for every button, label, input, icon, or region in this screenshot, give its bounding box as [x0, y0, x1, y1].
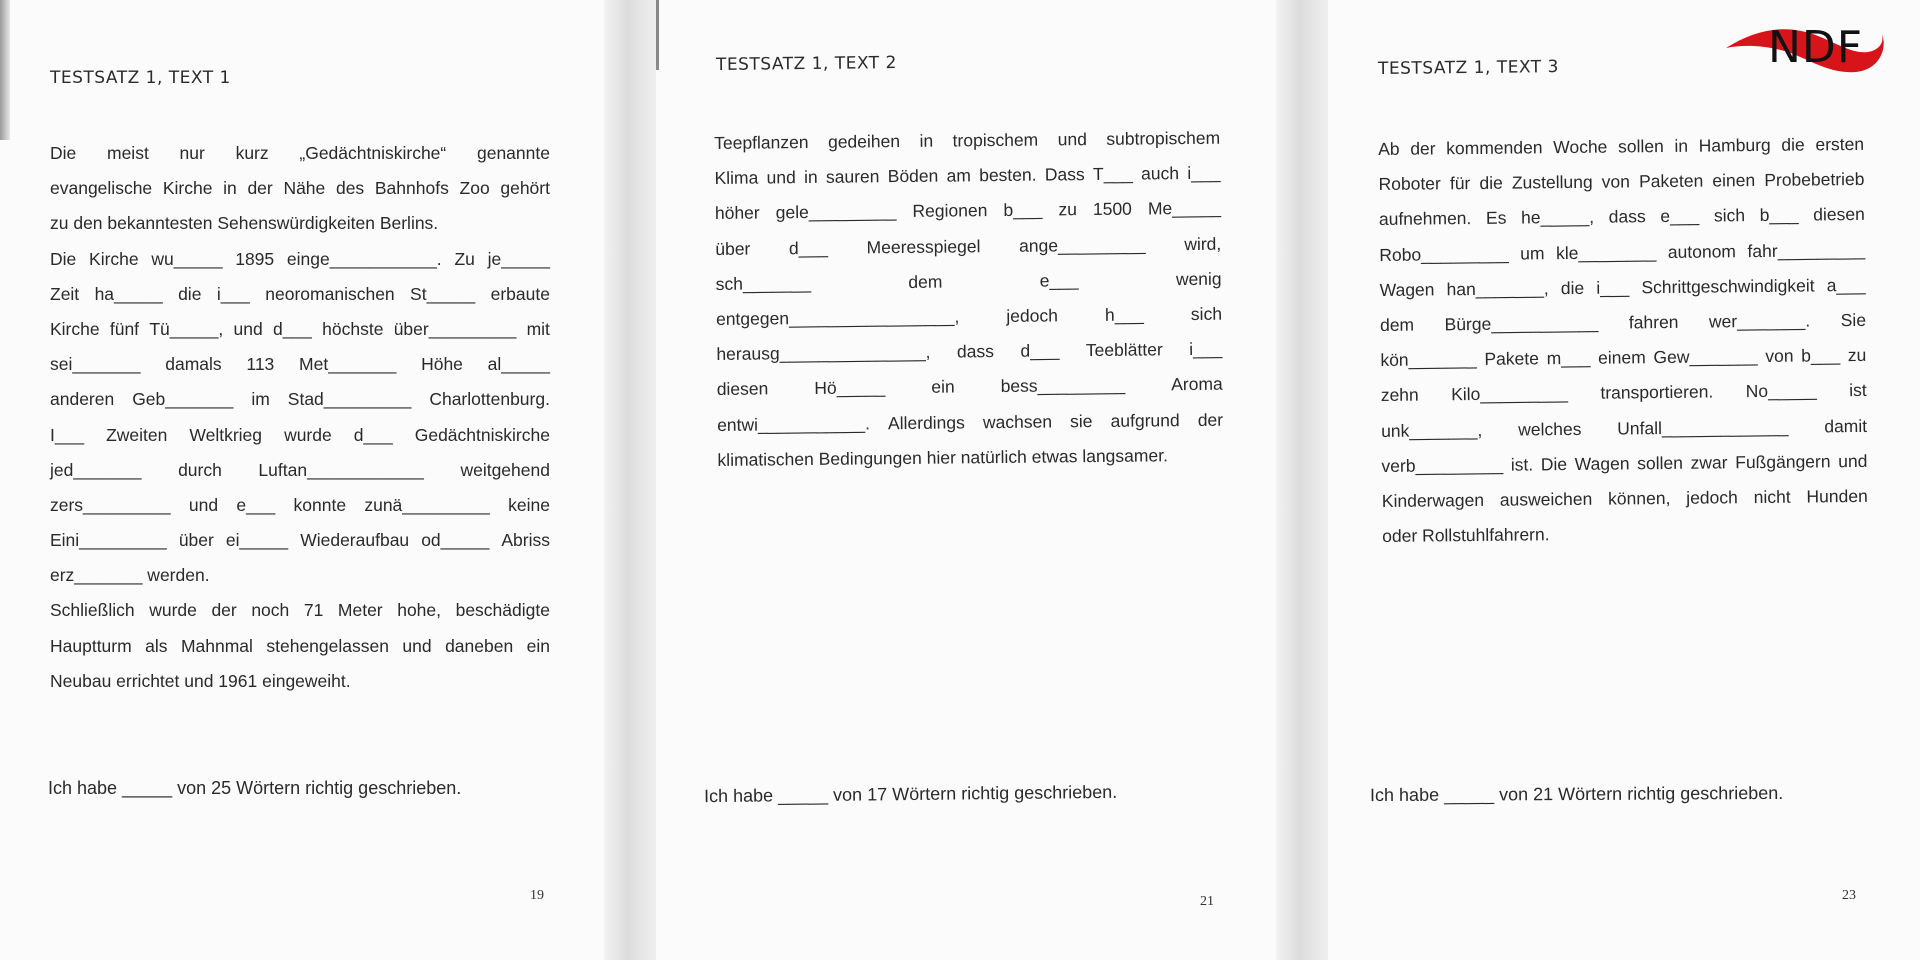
word: Ab	[1378, 138, 1400, 159]
word: Hö_____	[814, 377, 886, 399]
word: dass	[956, 341, 995, 362]
word: Kirche	[50, 318, 100, 339]
word: noch	[251, 600, 290, 621]
text-line	[1380, 303, 1866, 343]
word: meist	[107, 143, 149, 163]
page-heading: TESTSATZ 1, TEXT 3	[1377, 57, 1559, 79]
word: sollen	[1637, 452, 1684, 473]
word: gedeihen	[827, 131, 901, 152]
word: wu_____	[151, 248, 223, 269]
word: zu den bekanntesten Sehenswürdigkeiten Berlins.	[50, 213, 439, 234]
text-line	[50, 347, 550, 382]
word: h___	[1104, 304, 1144, 325]
word: wer_______.	[1708, 310, 1811, 332]
word: für	[1449, 173, 1471, 194]
word: Zoo	[459, 178, 490, 199]
word: 1895	[235, 248, 275, 269]
word: aufgrund	[1110, 409, 1180, 431]
text-line	[716, 297, 1222, 337]
word: Zeit	[50, 283, 80, 304]
word: a___	[1826, 274, 1866, 296]
word: damals	[165, 354, 222, 375]
word: kurz	[235, 143, 269, 163]
word: unk_______,	[1381, 419, 1483, 441]
word: al_____	[487, 354, 550, 375]
word: transportieren.	[1600, 381, 1714, 403]
word: nicht	[1753, 486, 1791, 507]
word: d___	[353, 424, 393, 445]
word: zu	[1847, 345, 1867, 366]
word: Regionen	[912, 200, 988, 222]
word: über_________	[393, 318, 517, 339]
word: he_____,	[1520, 207, 1595, 228]
word: können,	[1608, 487, 1671, 509]
word: Aroma	[1171, 374, 1223, 395]
score-line: Ich habe _____ von 25 Wörtern richtig geschrieben.	[48, 778, 462, 798]
word: dem	[1379, 314, 1415, 335]
word: und	[766, 167, 796, 188]
word: oder Rollstuhlfahrern.	[1382, 524, 1550, 547]
word: und	[402, 635, 432, 656]
page-number: 23	[1842, 888, 1856, 903]
cloze-text	[714, 121, 1224, 478]
word: wenig	[1175, 268, 1222, 289]
text-line	[50, 488, 550, 523]
word: d___	[1020, 340, 1060, 361]
word: Hauptturm	[50, 635, 132, 656]
word: diesen	[716, 378, 769, 400]
word: Kirche	[89, 248, 139, 269]
word: Mahnmal	[180, 635, 253, 656]
word: ha_____	[94, 283, 163, 304]
word: Die	[50, 143, 77, 163]
word: am	[946, 165, 971, 186]
word: Dass	[1044, 164, 1085, 185]
text-line	[717, 402, 1223, 442]
word: Teeblätter	[1085, 339, 1163, 361]
word: hohe,	[397, 600, 442, 621]
word: Klima	[714, 167, 759, 189]
word: Zustellung	[1511, 171, 1593, 193]
word: Hamburg	[1698, 134, 1771, 156]
word: d___	[272, 318, 312, 339]
word: i___	[1187, 162, 1221, 184]
word: der	[247, 178, 273, 199]
page-edge-shadow	[656, 0, 659, 70]
word: Probebetrieb	[1764, 169, 1865, 191]
word: ist.	[1510, 454, 1534, 475]
word: Woche	[1553, 136, 1608, 158]
page-number: 21	[1200, 894, 1214, 909]
word: 1500	[1092, 199, 1132, 220]
word: im	[251, 389, 270, 410]
word: erbaute	[490, 283, 550, 304]
page-heading: TESTSATZ 1, TEXT 2	[715, 53, 897, 75]
word: jed_______	[50, 459, 142, 480]
word: besten.	[979, 164, 1037, 186]
word: einen	[1712, 170, 1756, 191]
word: Nähe	[283, 178, 326, 199]
word: in	[919, 130, 934, 151]
word: sollen	[1617, 136, 1664, 157]
word: Teepflanzen	[714, 132, 809, 153]
word: verb_________	[1381, 454, 1504, 476]
word: damit	[1824, 415, 1868, 436]
word: von	[1601, 171, 1631, 192]
word: ausweichen	[1499, 488, 1593, 510]
word: sich	[1190, 303, 1223, 324]
word: b___	[1801, 345, 1841, 366]
word: die	[1560, 277, 1585, 298]
word: Neubau errichtet und 1961 eingeweiht.	[50, 670, 351, 691]
text-line	[50, 593, 550, 628]
word: durch	[178, 459, 222, 480]
word: klimatischen Bedingungen hier natürlich etwas langsamer.	[717, 444, 1168, 470]
word: einge___________.	[286, 248, 442, 269]
word: han_______,	[1446, 277, 1549, 300]
word: „Gedächtniskirche“	[299, 143, 447, 163]
word: sch_______	[715, 272, 812, 294]
word: Wagen	[1379, 279, 1435, 300]
word: Luftan____________	[258, 459, 424, 480]
word: Höhe	[421, 354, 463, 375]
word: Stad_________	[287, 389, 412, 410]
word: auch	[1141, 163, 1180, 184]
text-line	[1381, 444, 1867, 484]
logo-text: NDF	[1768, 22, 1864, 73]
text-line	[50, 664, 550, 699]
text-line	[50, 171, 550, 206]
page-heading: TESTSATZ 1, TEXT 1	[50, 68, 231, 88]
text-line	[50, 382, 550, 417]
word: sich	[1713, 205, 1746, 226]
word: konnte	[293, 494, 347, 515]
page-edge-shadow	[0, 0, 10, 140]
word: über	[715, 238, 751, 259]
text-line	[717, 367, 1223, 407]
word: Die	[50, 248, 77, 269]
text-line	[715, 191, 1221, 231]
word: der	[1410, 138, 1436, 159]
word: Zu	[454, 248, 475, 269]
word: des	[335, 178, 365, 199]
word: St_____	[410, 283, 476, 304]
word: jedoch	[1006, 305, 1059, 326]
word: T___	[1092, 163, 1133, 185]
word: von	[1765, 345, 1794, 367]
word: Kilo_________	[1451, 383, 1569, 405]
word: Gew_______	[1653, 346, 1758, 368]
word: wird,	[1184, 233, 1222, 254]
word: stehengelassen	[266, 635, 389, 656]
word: zunä_________	[364, 494, 490, 515]
word: 71	[303, 600, 324, 621]
word: die	[1781, 134, 1805, 155]
word: gehört	[500, 178, 550, 199]
score-line: Ich habe _____ von 17 Wörtern richtig geschrieben.	[703, 781, 1118, 807]
word: sie	[1070, 410, 1093, 431]
word: i___	[1189, 338, 1223, 360]
text-line	[715, 261, 1221, 301]
word: i___	[1596, 277, 1630, 298]
page-number: 19	[530, 888, 544, 903]
text-line	[1379, 197, 1865, 237]
word: und	[1057, 129, 1087, 150]
word: der	[1197, 409, 1224, 430]
word: wurde	[284, 424, 332, 445]
word: Roboter	[1378, 173, 1441, 195]
text-line	[1378, 127, 1864, 167]
word: der	[211, 600, 237, 621]
text-line	[50, 418, 550, 453]
word: zehn	[1380, 384, 1419, 406]
text-line	[1379, 232, 1865, 272]
word: neoromanischen	[265, 283, 395, 304]
text-line	[50, 312, 550, 347]
word: Zweiten	[106, 424, 168, 445]
word: die	[1479, 172, 1503, 194]
text-line	[50, 453, 550, 488]
word: und	[233, 318, 263, 339]
word: e___	[1660, 206, 1700, 227]
word: Wagen	[1574, 453, 1630, 474]
text-line	[50, 136, 550, 171]
word: Bahnhofs	[374, 178, 449, 199]
word: Meter	[337, 600, 383, 621]
word: Meeresspiegel	[866, 235, 981, 257]
word: ersten	[1815, 133, 1865, 155]
word: höchste	[322, 318, 384, 339]
word: Hunden	[1806, 485, 1868, 507]
book-gutter	[604, 0, 656, 960]
word: Es	[1485, 208, 1507, 229]
word: höher	[714, 202, 760, 224]
word: kommenden	[1446, 137, 1543, 159]
text-line	[1382, 479, 1868, 519]
word: evangelische	[50, 178, 153, 199]
word: Schrittgeschwindigkeit	[1641, 275, 1815, 297]
word: sauren	[825, 166, 880, 188]
word: zwar	[1690, 452, 1728, 473]
text-line	[50, 206, 550, 241]
word: dass	[1608, 206, 1646, 227]
word: Schließlich	[50, 600, 135, 621]
word: Robo_________	[1379, 243, 1509, 265]
text-line	[1381, 373, 1867, 413]
page-text-2	[656, 0, 1276, 960]
word: Bürge___________	[1444, 312, 1599, 335]
word: Paketen	[1638, 170, 1704, 192]
word: b___	[1759, 204, 1799, 226]
word: Charlottenburg.	[429, 389, 550, 410]
word: Kinderwagen	[1381, 489, 1485, 511]
word: autonom	[1667, 240, 1737, 262]
word: diesen	[1813, 204, 1865, 225]
word: i___	[216, 283, 250, 304]
word: Abriss	[501, 530, 550, 551]
word: Fußgängern	[1735, 450, 1831, 472]
word: ei_____	[225, 530, 289, 551]
word: fahr_________	[1747, 239, 1866, 261]
word: Böden	[887, 165, 939, 187]
text-line	[717, 437, 1223, 477]
word: No_____	[1745, 380, 1817, 402]
text-line	[50, 242, 550, 277]
word: I___	[50, 424, 85, 445]
word: fahren	[1628, 311, 1679, 333]
word: die	[178, 283, 202, 304]
cloze-text	[1378, 127, 1868, 554]
word: sei_______	[50, 354, 141, 375]
word: weitgehend	[460, 459, 550, 480]
word: als	[145, 635, 168, 656]
word: fünf	[109, 318, 140, 339]
word: subtropischem	[1106, 127, 1221, 149]
word: und	[188, 494, 219, 515]
page-text-3	[1328, 0, 1920, 960]
text-line	[50, 629, 550, 664]
word: einem	[1598, 347, 1646, 368]
book-gutter	[1276, 0, 1328, 960]
word: zu	[1058, 199, 1077, 220]
word: Met_______	[299, 354, 397, 375]
word: welches	[1518, 418, 1582, 440]
word: in	[223, 178, 237, 199]
word: od_____	[421, 530, 490, 551]
word: d___	[788, 237, 829, 258]
text-line	[1378, 162, 1864, 202]
word: genannte	[476, 143, 550, 163]
word: und	[1838, 450, 1868, 471]
word: herausg_______________,	[716, 341, 931, 365]
word: Wiederaufbau	[300, 530, 410, 551]
word: Allerdings	[887, 411, 965, 433]
word: wurde	[149, 600, 197, 621]
text-line	[1381, 408, 1867, 448]
word: daneben	[445, 635, 514, 656]
text-line	[50, 277, 550, 312]
text-line	[50, 558, 550, 593]
word: über	[178, 530, 214, 551]
text-line	[714, 156, 1220, 196]
text-line	[1382, 514, 1868, 554]
page-text-1	[0, 0, 604, 960]
text-line	[714, 121, 1220, 161]
word: Weltkrieg	[189, 424, 263, 445]
word: kön_______	[1380, 349, 1477, 371]
word: Unfall_____________	[1617, 416, 1789, 439]
word: Eini_________	[50, 530, 167, 551]
word: nur	[179, 143, 205, 163]
word: tropischem	[952, 129, 1039, 151]
word: ein	[931, 376, 955, 398]
word: Kirche	[162, 178, 213, 199]
word: beschädigte	[455, 600, 550, 621]
word: kle________	[1555, 241, 1657, 263]
word: Me_____	[1147, 198, 1221, 219]
word: 113	[246, 354, 275, 375]
text-line	[715, 226, 1221, 266]
word: ange_________	[1018, 234, 1146, 256]
text-line	[1379, 268, 1865, 308]
word: je_____	[487, 248, 550, 269]
text-line	[50, 523, 550, 558]
word: entwi___________.	[717, 412, 871, 435]
word: b___	[1003, 199, 1043, 221]
word: bess_________	[1000, 375, 1126, 397]
word: dem	[908, 271, 943, 292]
text-line	[716, 332, 1222, 372]
word: Pakete	[1484, 348, 1540, 370]
word: anderen	[50, 389, 115, 410]
word: entgegen_________________,	[715, 306, 960, 329]
word: keine	[508, 494, 550, 515]
word: aufnehmen.	[1378, 208, 1472, 230]
word: e___	[236, 494, 276, 515]
word: Geb_______	[132, 389, 234, 410]
word: Tü_____,	[149, 318, 224, 339]
word: um	[1520, 242, 1545, 264]
word: in	[803, 167, 818, 188]
word: gele_________	[775, 201, 897, 223]
word: Die	[1540, 453, 1568, 475]
word: erz_______ werden.	[50, 565, 210, 586]
word: Sie	[1840, 309, 1867, 331]
word: jedoch	[1686, 487, 1738, 508]
score-line: Ich habe _____ von 21 Wörtern richtig geschrieben.	[1369, 782, 1784, 806]
word: ist	[1849, 380, 1867, 401]
word: m___	[1546, 347, 1591, 369]
cloze-text	[50, 136, 550, 699]
text-line	[1380, 338, 1866, 378]
word: Gedächtniskirche	[414, 424, 550, 445]
ndf-logo	[1718, 14, 1888, 94]
word: in	[1674, 135, 1689, 156]
word: mit	[526, 318, 550, 339]
word: ein	[526, 635, 550, 656]
word: e___	[1039, 269, 1079, 291]
word: zers_________	[50, 494, 171, 515]
word: wachsen	[982, 410, 1053, 432]
